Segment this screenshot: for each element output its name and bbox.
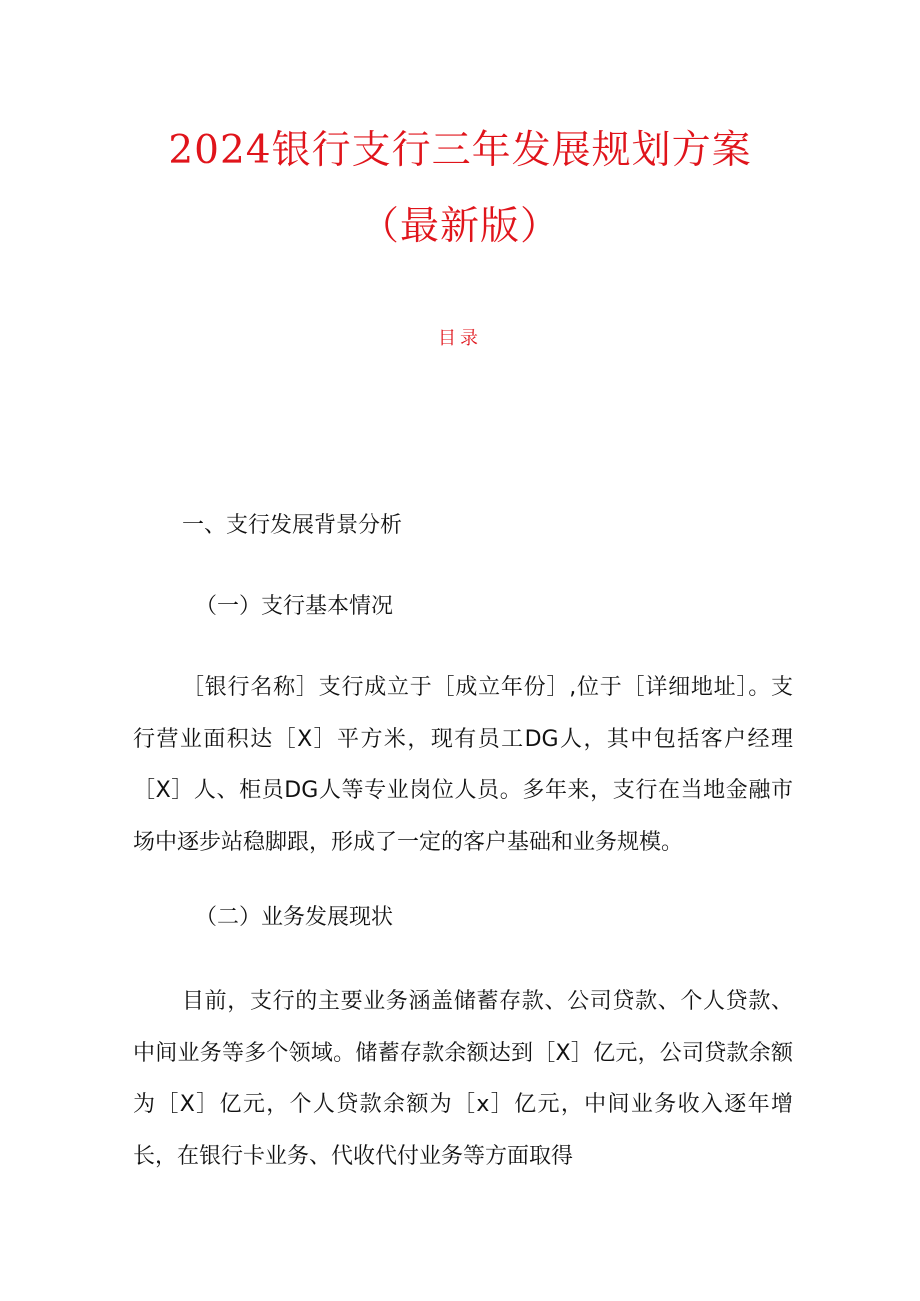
paragraph-basic-info: ［银行名称］支行成立于［成立年份］,位于［详细地址］。支行营业面积达［X］平方米，现有员工DG人，其中包括客户经理［X］人、柜员DG人等专业岗位人员。多年来，支行在当地金融市场中逐步站稳脚跟，形成了一定的客户基础和业务规模。: [133, 675, 793, 856]
subsection-heading-business-status: （二）业务发展现状: [195, 905, 394, 930]
toc-label: 目录: [438, 328, 482, 349]
subsection-heading-basic-info: （一）支行基本情况: [195, 594, 394, 619]
document-title-line2: （最新版）: [359, 204, 560, 249]
document-title-line1: 2024银行支行三年发展规划方案: [168, 128, 752, 173]
paragraph-business-status: 目前，支行的主要业务涵盖储蓄存款、公司贷款、个人贷款、中间业务等多个领域。储蓄存款余额达到［X］亿元，公司贷款余额为［X］亿元，个人贷款余额为［x］亿元，中间业务收入逐年增长，在银行卡业务、代收代付业务等方面取得: [133, 989, 793, 1170]
section-heading-background: 一、支行发展背景分析: [182, 513, 403, 538]
